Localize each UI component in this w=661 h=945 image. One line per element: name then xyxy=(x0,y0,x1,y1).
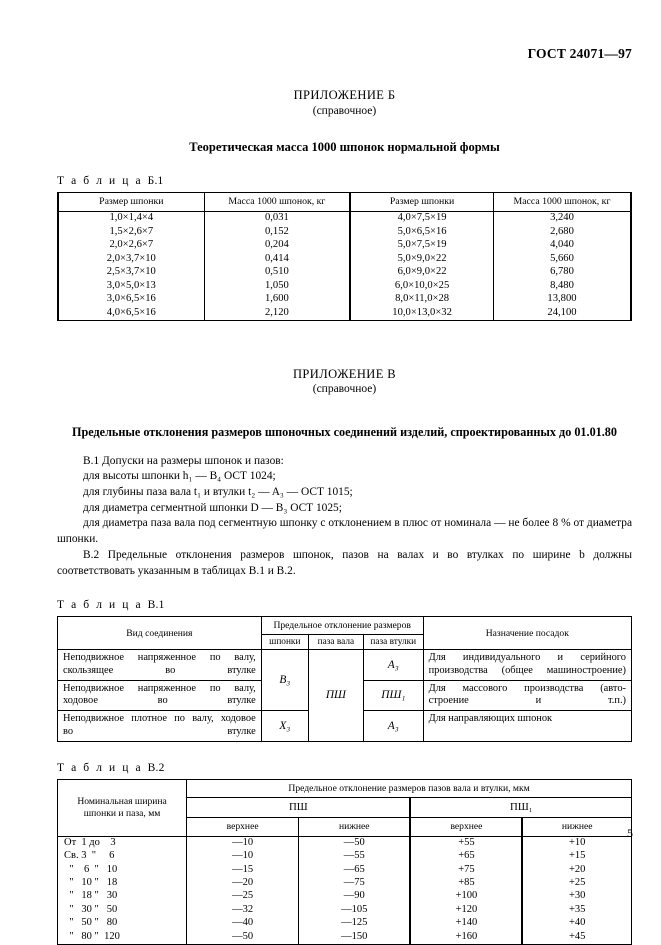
table-row-header xyxy=(58,779,632,798)
cell-size: 4,0×7,5×19 xyxy=(350,211,493,225)
page-number: 5 xyxy=(627,826,633,840)
col-header-size-2: Размер шпонки xyxy=(350,193,493,212)
cell-value: +35 xyxy=(522,903,631,916)
table-row xyxy=(58,252,631,266)
cell-value: +25 xyxy=(522,877,631,890)
table-row xyxy=(58,850,632,863)
cell-purpose xyxy=(423,650,631,680)
cell-mass: 0,414 xyxy=(204,252,350,266)
cell-key-tolerance: B₃ xyxy=(261,650,308,711)
cell-size: 2,5×3,7×10 xyxy=(58,266,204,280)
cell-value: +15 xyxy=(522,850,631,863)
cell-mass: 1,050 xyxy=(204,279,350,293)
cell-size: 5,0×6,5×16 xyxy=(350,225,493,239)
table-b1-caption-label: Т а б л и ц а xyxy=(57,175,143,187)
appendix-b-title: Теоретическая масса 1000 шпонок нормальной формы xyxy=(189,140,500,154)
cell-size: 2,0×3,7×10 xyxy=(58,252,204,266)
table-row xyxy=(58,650,632,680)
appendix-v-heading xyxy=(57,367,632,397)
table-row xyxy=(58,890,632,903)
table-b1-caption-number: Б.1 xyxy=(147,175,164,187)
cell-size: 4,0×6,5×16 xyxy=(58,306,204,320)
cell-line: Для индивидуального и серийного xyxy=(428,652,626,664)
cell-value: +10 xyxy=(522,836,631,850)
clause-v1-line-3: для диаметра сегментной шпонки D — B₃ ОСТ 1025; xyxy=(83,501,342,514)
clause-v1-line-4: для диаметра паза вала под сегментную шпонку с отклонением в плюс от номинала — не более 8 % от диаметра шпонки. xyxy=(57,517,632,546)
col-header-size-1: Размер шпонки xyxy=(58,193,204,212)
col-header-mass-1: Масса 1000 шпонок, кг xyxy=(204,193,350,212)
clause-v1-line-1: для высоты шпонки h₁ — B₄ ОСТ 1024; xyxy=(83,470,276,483)
cell-line: строение и т.п.) xyxy=(428,695,626,707)
cell-value: —75 xyxy=(299,877,411,890)
page-content xyxy=(57,0,632,945)
table-row xyxy=(58,279,631,293)
cell-hub-groove-tolerance: A₃ xyxy=(363,650,423,680)
table-row xyxy=(58,306,631,320)
cell-value: —10 xyxy=(187,836,299,850)
table-v1-caption-label: Т а б л и ц а xyxy=(57,599,143,612)
table-groove-deviations xyxy=(57,779,632,945)
cell-range: " 30 " 50 xyxy=(58,903,187,916)
cell-mass: 8,480 xyxy=(493,279,631,293)
cell-line: Номинальная ширина xyxy=(77,796,167,808)
cell-value: —25 xyxy=(187,890,299,903)
col-header-upper-psh: верхнее xyxy=(187,818,299,837)
cell-value: —40 xyxy=(187,917,299,930)
cell-range: " 10 " 18 xyxy=(58,877,187,890)
cell-value: +65 xyxy=(410,850,522,863)
cell-value: —50 xyxy=(187,930,299,944)
cell-line: шпонки и паза, мм xyxy=(83,807,161,819)
cell-value: —125 xyxy=(299,917,411,930)
table-row-header xyxy=(58,617,632,635)
clause-v1-block xyxy=(57,454,632,580)
appendix-b-subtitle: (справочное) xyxy=(312,104,377,117)
table-v1-caption xyxy=(57,599,632,611)
cell-range: " 50 " 80 xyxy=(58,917,187,930)
cell-key-tolerance: X₃ xyxy=(261,711,308,741)
cell-hub-groove-tolerance: ПШ₁ xyxy=(363,680,423,710)
col-header-hub-groove: паза втулки xyxy=(363,635,423,650)
cell-line: Для направляющих шпонок xyxy=(428,713,553,725)
cell-mass: 6,780 xyxy=(493,266,631,280)
cell-size: 8,0×11,0×28 xyxy=(350,293,493,307)
cell-line: во втулке xyxy=(63,725,256,737)
cell-value: —32 xyxy=(187,903,299,916)
cell-range: " 18 " 30 xyxy=(58,890,187,903)
col-header-upper-psh1: верхнее xyxy=(410,818,522,837)
clause-v1-intro: В.1 Допуски на размеры шпонок и пазов: xyxy=(83,454,284,467)
table-row xyxy=(58,917,632,930)
appendix-b-name: ПРИЛОЖЕНИЕ Б xyxy=(293,88,396,102)
table-row xyxy=(58,903,632,916)
col-header-fit-purpose: Назначение посадок xyxy=(423,617,631,650)
cell-value: —90 xyxy=(299,890,411,903)
cell-connection-type xyxy=(58,680,262,710)
cell-value: +40 xyxy=(522,917,631,930)
col-header-nominal-width xyxy=(58,779,187,836)
cell-value: +20 xyxy=(522,863,631,876)
cell-line: Неподвижное напряженное по валу, xyxy=(63,682,256,694)
cell-size: 3,0×6,5×16 xyxy=(58,293,204,307)
cell-mass: 2,120 xyxy=(204,306,350,320)
cell-mass: 4,040 xyxy=(493,239,631,253)
appendix-v-subtitle: (справочное) xyxy=(312,383,377,396)
cell-mass: 0,152 xyxy=(204,225,350,239)
table-b1-caption xyxy=(57,175,632,187)
cell-mass: 24,100 xyxy=(493,306,631,320)
col-header-psh1: ПШ₁ xyxy=(410,798,631,818)
cell-range: Св. 3 " 6 xyxy=(58,850,187,863)
col-header-lower-psh1: нижнее xyxy=(522,818,631,837)
cell-value: —105 xyxy=(299,903,411,916)
cell-line: производства (общее машиностроение) xyxy=(428,665,626,677)
table-v2-caption xyxy=(57,762,632,774)
cell-value: —50 xyxy=(299,836,411,850)
col-header-limit-deviation: Предельное отклонение размеров xyxy=(261,617,423,635)
table-row xyxy=(58,836,632,850)
cell-value: +120 xyxy=(410,903,522,916)
col-header-mass-2: Масса 1000 шпонок, кг xyxy=(493,193,631,212)
table-row xyxy=(58,211,631,225)
cell-range: " 6 " 10 xyxy=(58,863,187,876)
table-row xyxy=(58,863,632,876)
clause-v1-line-2: для глубины паза вала t₁ и втулки t₂ — A₃ — ОСТ 1015; xyxy=(83,486,353,499)
table-row xyxy=(58,266,631,280)
cell-line: Неподвижное плотное по валу, ходовое xyxy=(63,713,256,725)
table-row xyxy=(58,877,632,890)
cell-range: " 80 " 120 xyxy=(58,930,187,944)
cell-size: 6,0×9,0×22 xyxy=(350,266,493,280)
cell-mass: 0,031 xyxy=(204,211,350,225)
table-row-header xyxy=(58,193,631,212)
standard-header: ГОСТ 24071—97 xyxy=(527,46,632,61)
cell-line: ходовое во втулке xyxy=(63,695,256,707)
cell-purpose xyxy=(423,680,631,710)
cell-hub-groove-tolerance: A₃ xyxy=(363,711,423,741)
col-header-limit-deviation-group: Предельное отклонение размеров пазов вала и втулки, мкм xyxy=(187,779,632,798)
cell-mass: 13,800 xyxy=(493,293,631,307)
cell-mass: 5,660 xyxy=(493,252,631,266)
cell-size: 10,0×13,0×32 xyxy=(350,306,493,320)
cell-value: —20 xyxy=(187,877,299,890)
cell-purpose xyxy=(423,711,631,741)
cell-value: +30 xyxy=(522,890,631,903)
cell-mass: 0,510 xyxy=(204,266,350,280)
table-row xyxy=(58,293,631,307)
col-header-psh: ПШ xyxy=(187,798,411,818)
cell-size: 3,0×5,0×13 xyxy=(58,279,204,293)
cell-size: 5,0×7,5×19 xyxy=(350,239,493,253)
cell-value: —150 xyxy=(299,930,411,944)
cell-shaft-groove-tolerance: ПШ xyxy=(308,650,363,741)
table-v1-caption-number: В.1 xyxy=(147,599,165,612)
appendix-v-title: Предельные отклонения размеров шпоночных соединений изделий, спроектированных до 01.01.80 xyxy=(72,424,617,439)
cell-line: Неподвижное напряженное по валу, xyxy=(63,652,256,664)
cell-value: +55 xyxy=(410,836,522,850)
cell-range: От 1 до 3 xyxy=(58,836,187,850)
cell-value: —55 xyxy=(299,850,411,863)
table-fit-types xyxy=(57,616,632,741)
cell-mass: 1,600 xyxy=(204,293,350,307)
cell-line: скользящее во втулке xyxy=(63,665,256,677)
clause-v2: В.2 Предельные отклонения размеров шпонок, пазов на валах и во втулках по ширине b должны соответствовать указанным в таблицах В.1 и В.2. xyxy=(57,548,632,577)
appendix-v-name: ПРИЛОЖЕНИЕ В xyxy=(293,366,396,381)
cell-size: 6,0×10,0×25 xyxy=(350,279,493,293)
cell-value: —65 xyxy=(299,863,411,876)
cell-size: 2,0×2,6×7 xyxy=(58,239,204,253)
col-header-key: шпонки xyxy=(261,635,308,650)
cell-size: 5,0×9,0×22 xyxy=(350,252,493,266)
appendix-b-heading xyxy=(57,88,632,118)
cell-value: +45 xyxy=(522,930,631,944)
col-header-shaft-groove: паза вала xyxy=(308,635,363,650)
table-mass-1000-keys xyxy=(57,192,632,321)
cell-size: 1,5×2,6×7 xyxy=(58,225,204,239)
table-row xyxy=(58,225,631,239)
cell-connection-type xyxy=(58,711,262,741)
cell-mass: 3,240 xyxy=(493,211,631,225)
cell-value: +85 xyxy=(410,877,522,890)
cell-value: +140 xyxy=(410,917,522,930)
col-header-lower-psh: нижнее xyxy=(299,818,411,837)
table-row xyxy=(58,239,631,253)
cell-mass: 2,680 xyxy=(493,225,631,239)
cell-connection-type xyxy=(58,650,262,680)
col-header-connection-type: Вид соединения xyxy=(58,617,262,650)
cell-value: +160 xyxy=(410,930,522,944)
cell-value: +100 xyxy=(410,890,522,903)
cell-line: Для массового производства (авто- xyxy=(428,682,626,694)
cell-size: 1,0×1,4×4 xyxy=(58,211,204,225)
cell-value: +75 xyxy=(410,863,522,876)
cell-value: —15 xyxy=(187,863,299,876)
cell-value: —10 xyxy=(187,850,299,863)
cell-mass: 0,204 xyxy=(204,239,350,253)
table-v2-caption-label: Т а б л и ц а xyxy=(57,761,143,774)
table-v2-caption-number: В.2 xyxy=(147,761,165,774)
table-row xyxy=(58,930,632,944)
